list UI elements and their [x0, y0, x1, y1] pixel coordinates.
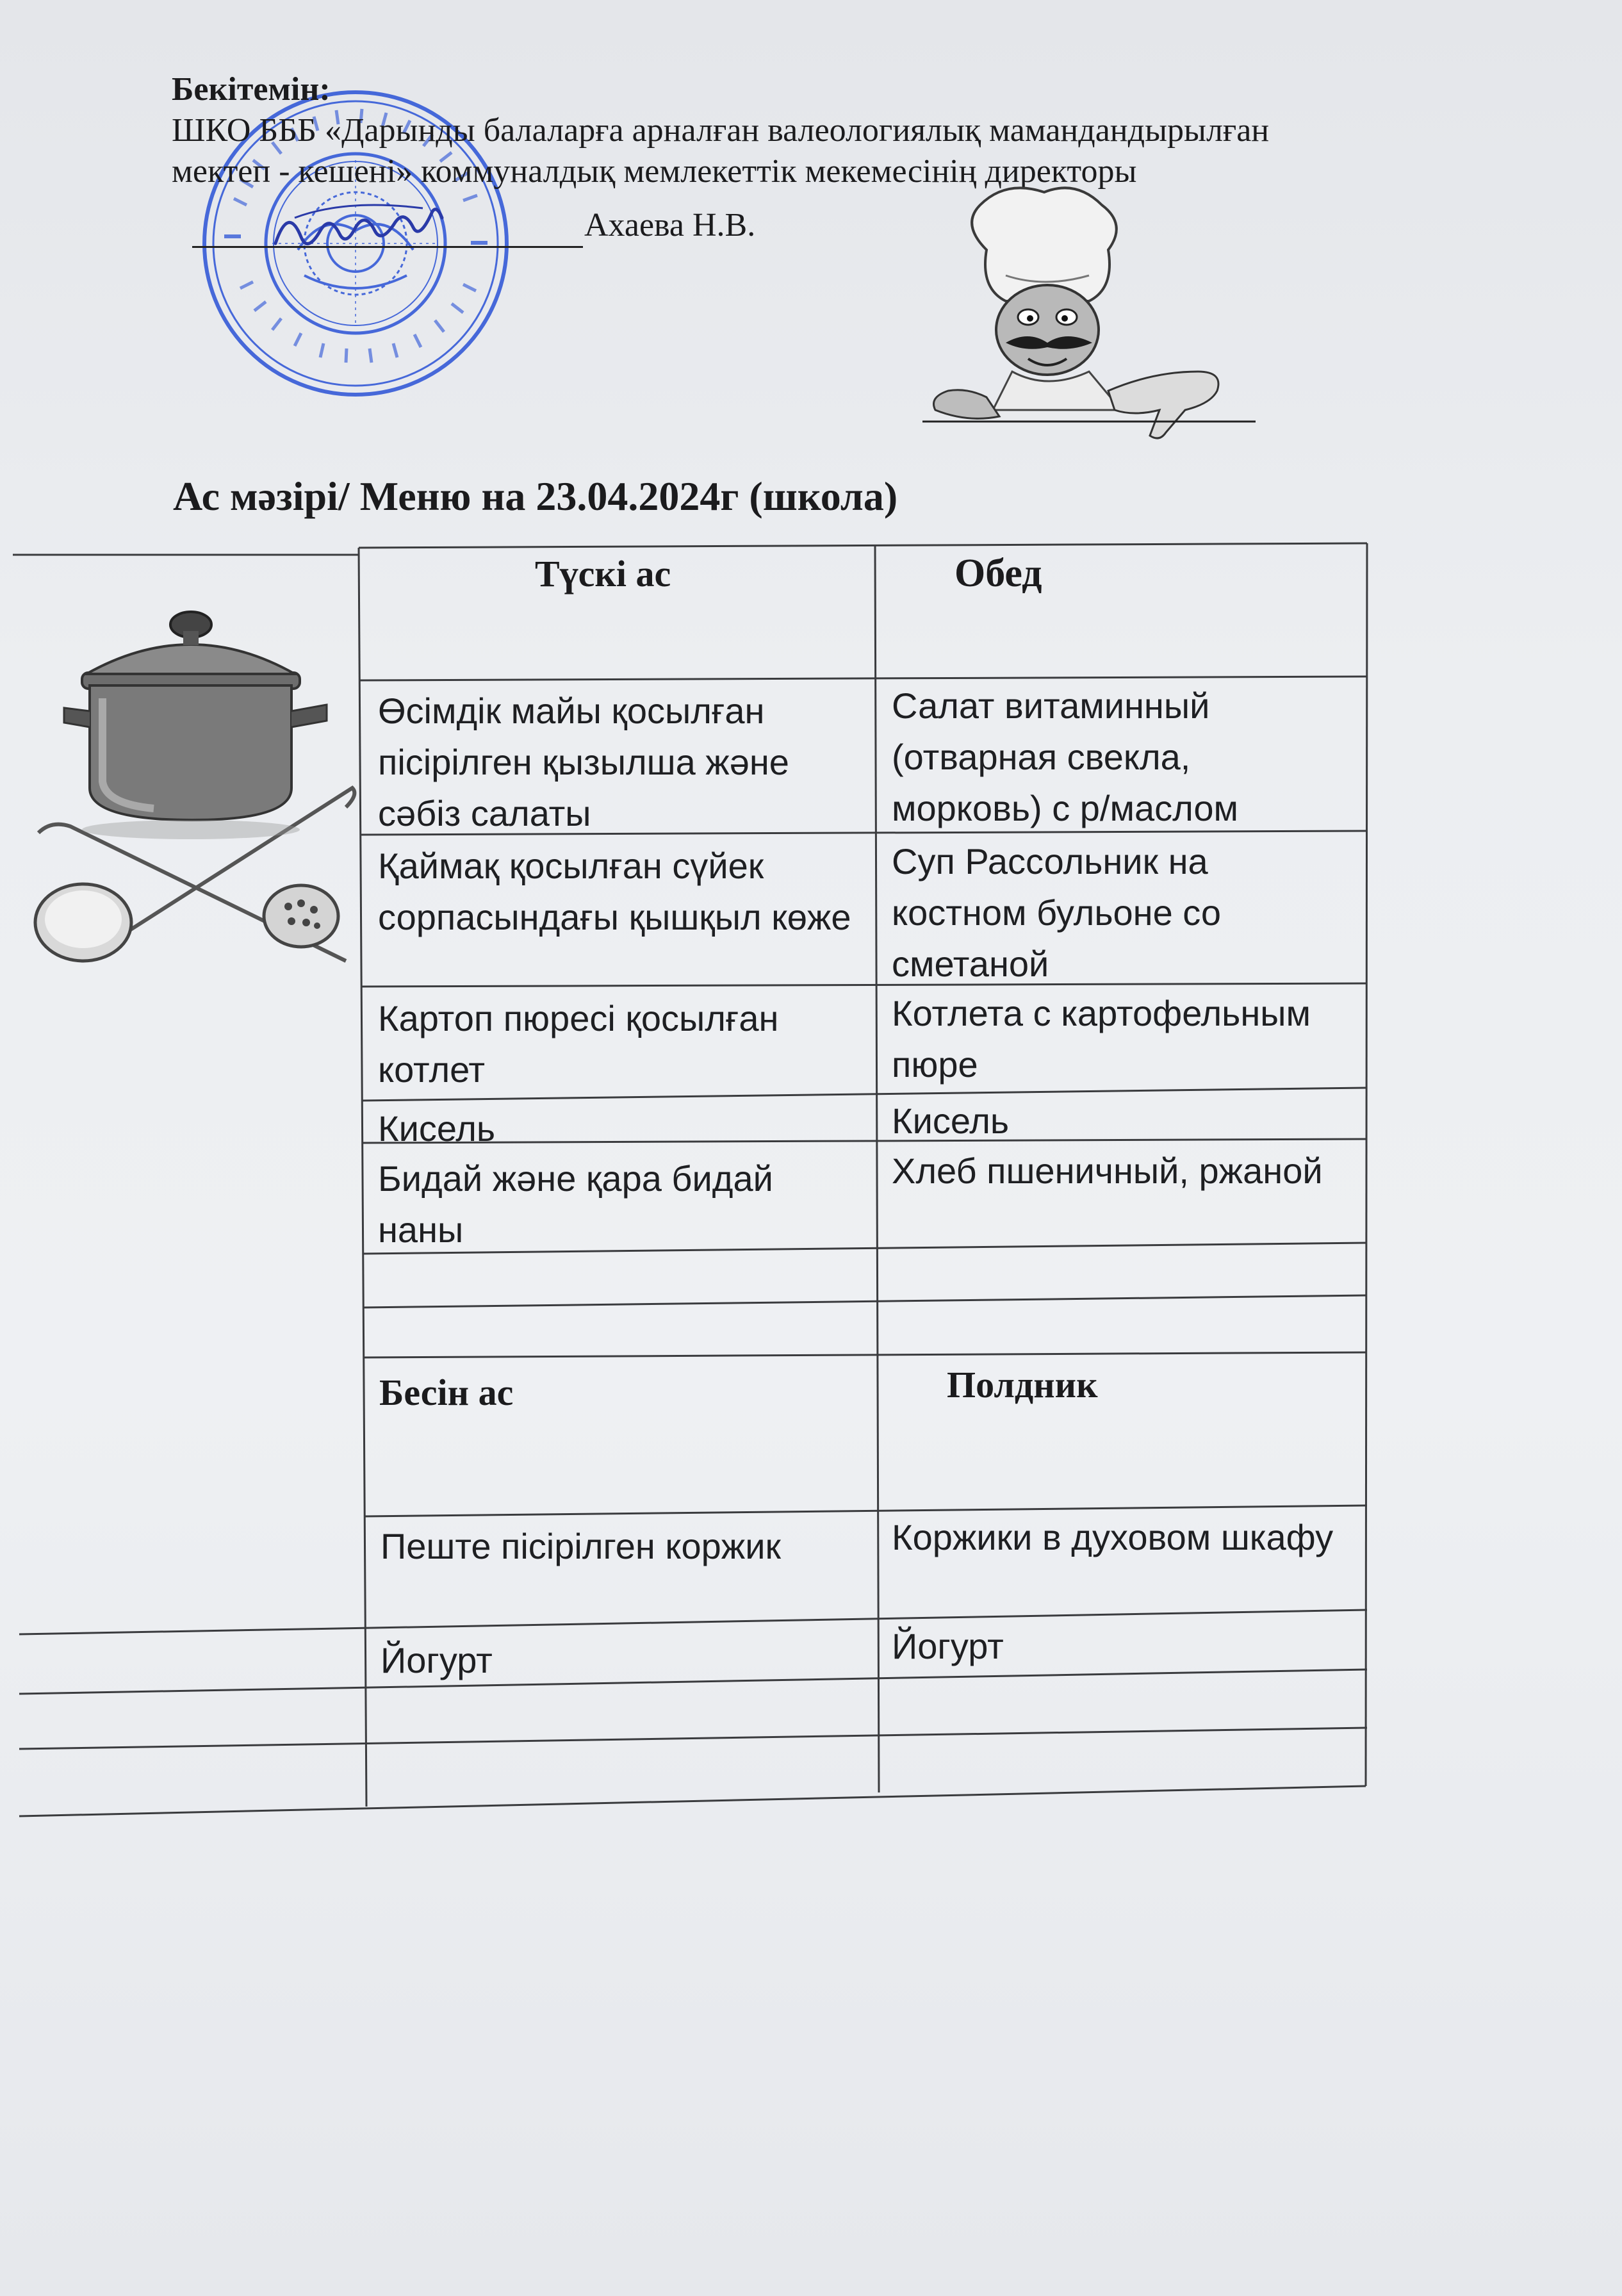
page-title: Ас мәзірі/ Меню на 23.04.2024г (школа) [173, 473, 898, 519]
lunch-row-4-ru: Кисель [892, 1101, 1010, 1141]
chef-illustration [910, 179, 1268, 455]
snack-row-2-ru: Йогурт [892, 1626, 1004, 1666]
lunch-row-3-ru: Котлета с картофельным пюре [892, 993, 1311, 1085]
lunch-row-2-ru: Суп Рассольник на костном бульоне со сметаной [892, 841, 1222, 984]
lunch-row-5-ru: Хлеб пшеничный, ржаной [892, 1151, 1323, 1191]
approval-heading: Бекітемін: [172, 71, 331, 108]
snack-row-2-kz: Йогурт [381, 1640, 493, 1680]
approval-org-line-2: мектеп - кешені» коммуналдық мемлекеттік мекемесінің директоры [172, 153, 1137, 190]
snack-header-ru: Полдник [947, 1364, 1098, 1406]
lunch-row-5-kz: Бидай және қара бидай наны [378, 1158, 773, 1250]
signature-line [192, 246, 583, 248]
lunch-header-ru: Обед [954, 552, 1042, 595]
lunch-row-1-ru: Салат витаминный (отварная свекла, морковь) с р/маслом [892, 685, 1239, 828]
approval-org-line-1: ШКО БББ «Дарынды балаларға арналған валеологиялық мамандандырылған [172, 112, 1270, 149]
handwritten-signature [269, 192, 448, 263]
lunch-row-1-kz: Өсімдік майы қосылған пісірілген қызылша және сәбіз салаты [378, 691, 789, 833]
snack-row-1-kz: Пеште пісірілген коржик [381, 1526, 781, 1566]
lunch-row-2-kz: Қаймақ қосылған сүйек сорпасындағы қышқыл көже [378, 846, 851, 937]
snack-header-kz: Бесін ас [379, 1372, 514, 1413]
lunch-row-4-kz: Кисель [378, 1108, 496, 1149]
lunch-header-kz: Түскі ас [535, 553, 671, 594]
snack-row-1-ru: Коржики в духовом шкафу [892, 1517, 1334, 1557]
cooking-pot-and-ladles-illustration [26, 602, 365, 999]
approval-block [172, 69, 1269, 192]
lunch-row-3-kz: Картоп пюресі қосылған котлет [378, 998, 779, 1090]
director-name: Ахаева Н.В. [584, 207, 756, 243]
